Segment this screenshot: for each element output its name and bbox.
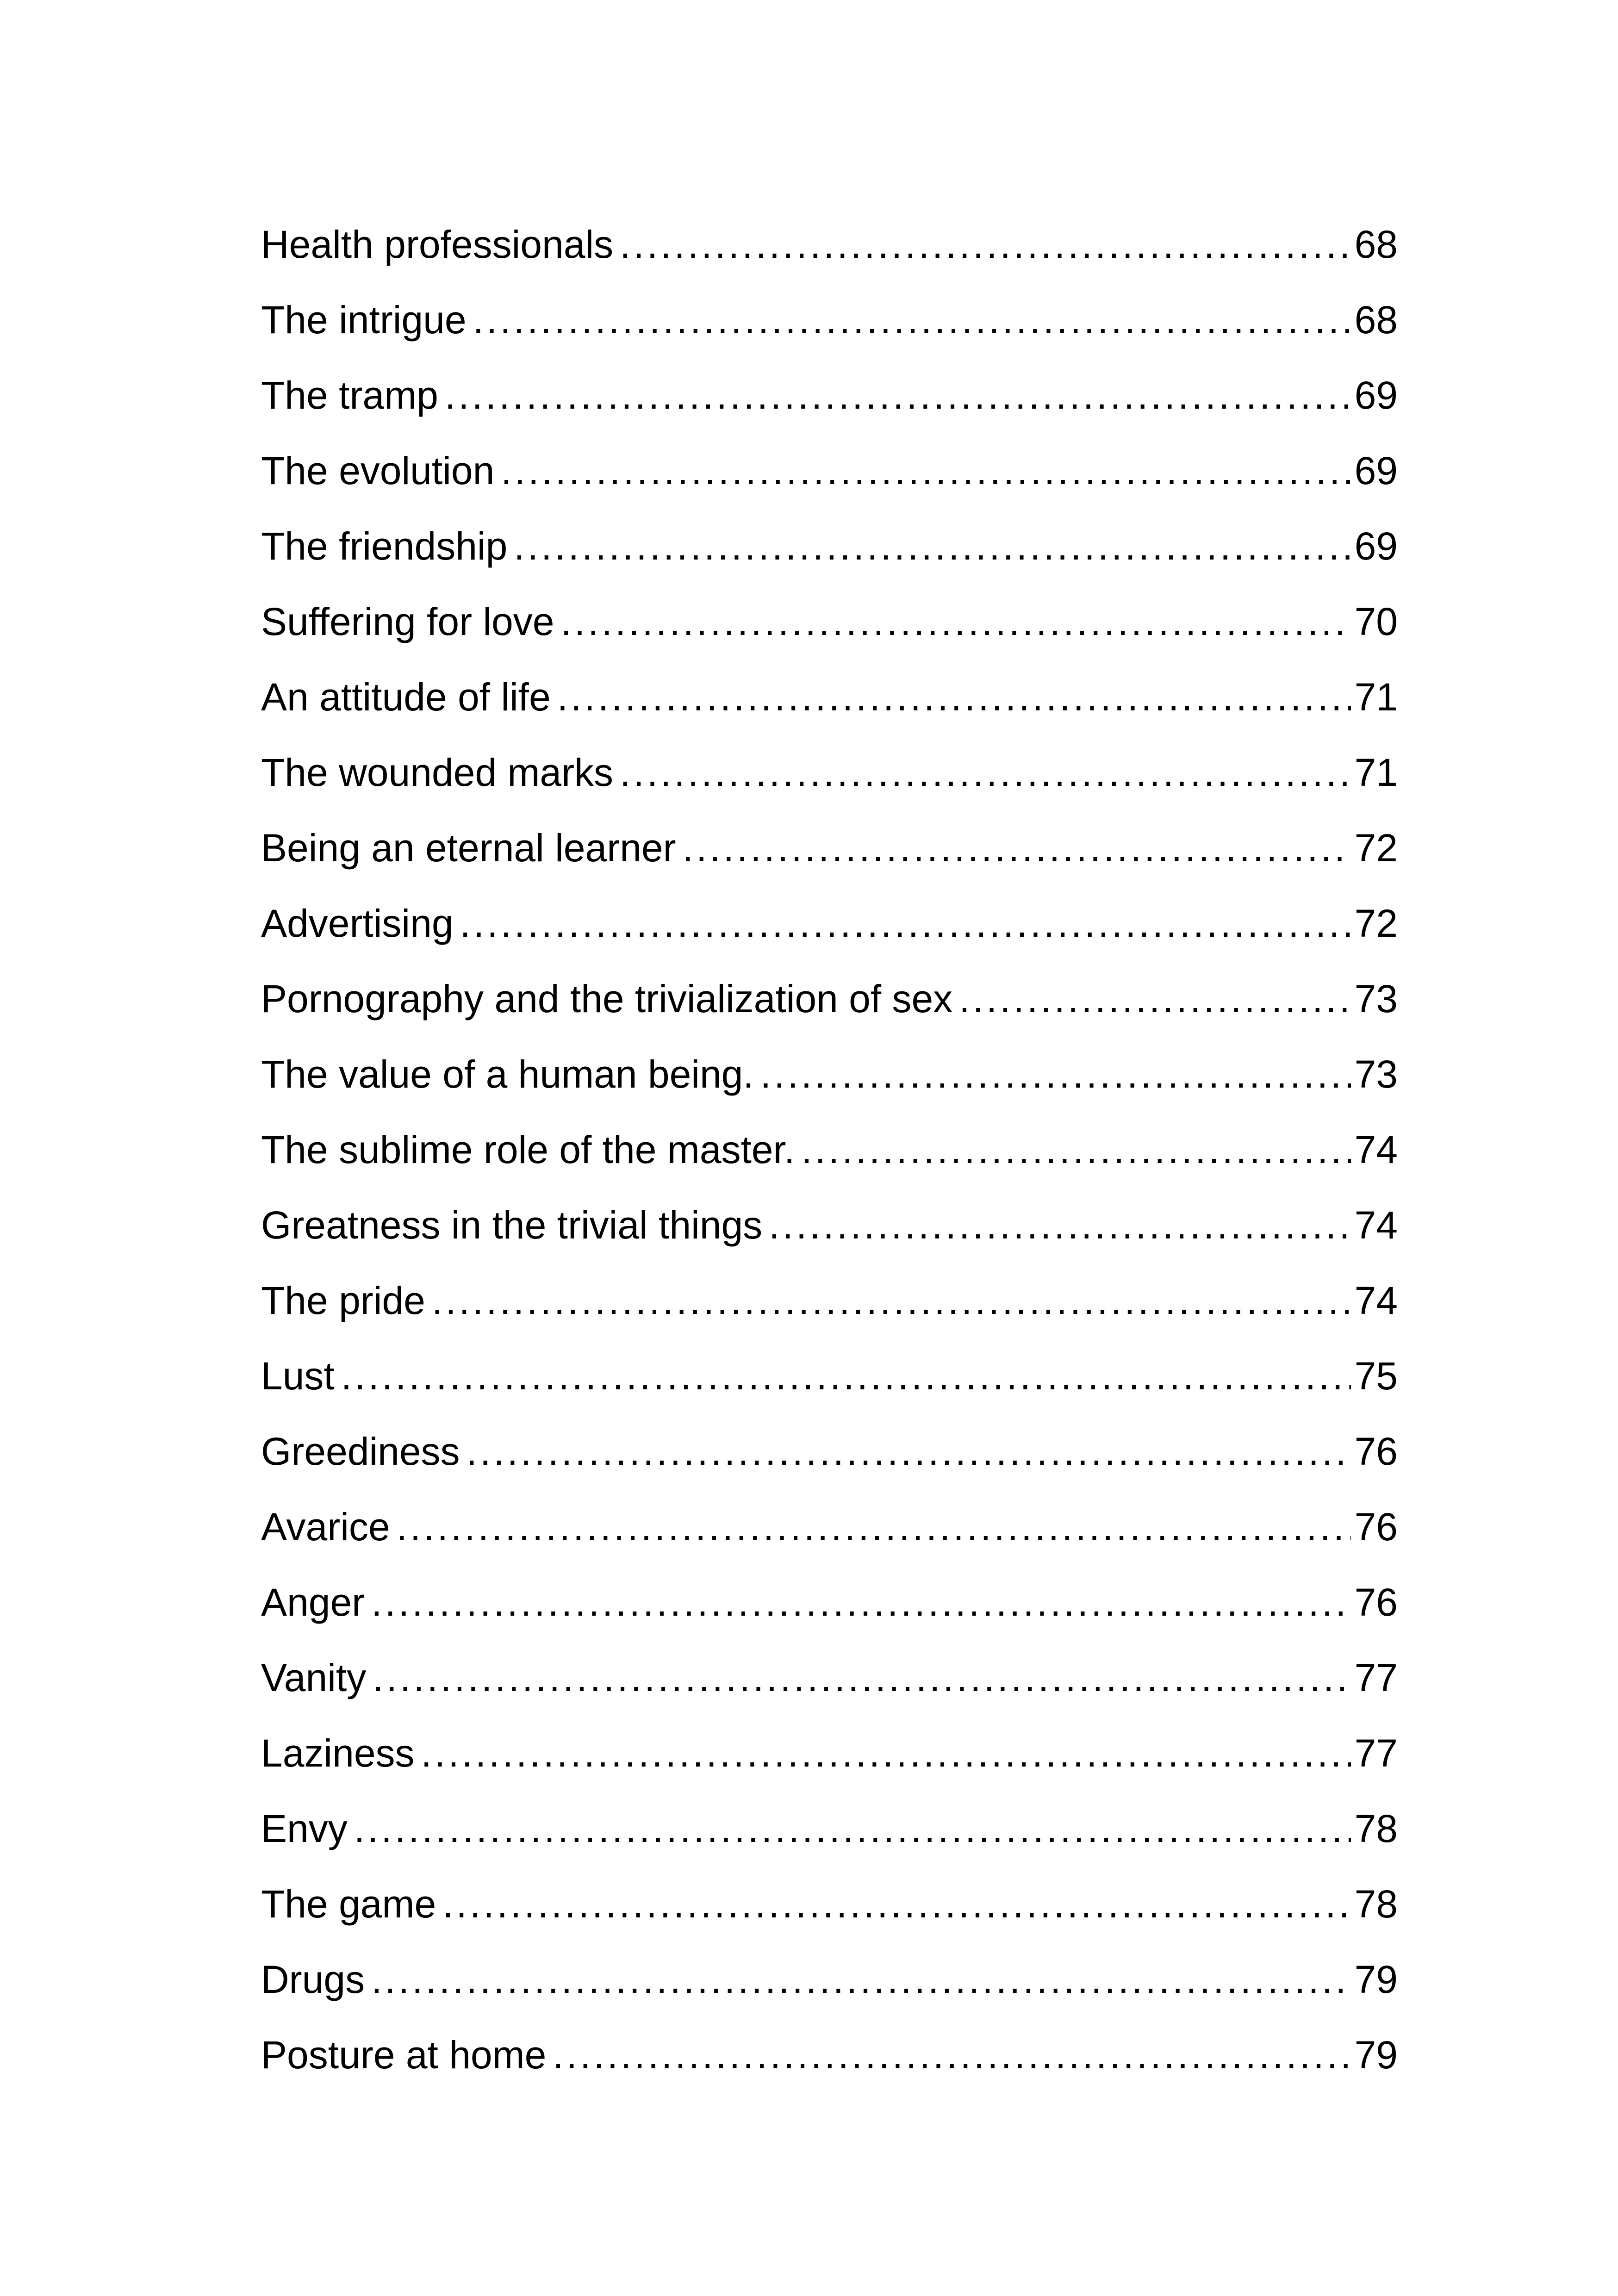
toc-entry-page: 74 (1354, 1279, 1398, 1322)
toc-entry[interactable] (261, 1948, 1398, 2023)
toc-entry-title: Health professionals (261, 223, 614, 266)
toc-dot-leader (769, 1194, 1350, 1257)
toc-dot-leader (501, 439, 1350, 502)
toc-entry[interactable] (261, 439, 1398, 515)
toc-entry[interactable] (261, 1043, 1398, 1118)
toc-entry-page: 71 (1354, 751, 1398, 794)
toc-entry[interactable] (261, 590, 1398, 666)
toc-entry-title: The pride (261, 1279, 425, 1322)
toc-entry[interactable] (261, 1344, 1398, 1420)
toc-entry[interactable] (261, 515, 1398, 590)
toc-dot-leader (620, 741, 1351, 804)
toc-entry-title: The intrigue (261, 298, 467, 342)
toc-entry-page: 77 (1354, 1656, 1398, 1699)
toc-entry-title: Vanity (261, 1656, 367, 1699)
toc-entry-page: 77 (1354, 1731, 1398, 1775)
toc-entry[interactable] (261, 1797, 1398, 1873)
toc-entry-title: The wounded marks (261, 751, 614, 794)
toc-entry[interactable] (261, 816, 1398, 892)
toc-dot-leader (473, 288, 1351, 351)
toc-entry-page: 76 (1354, 1430, 1398, 1473)
toc-entry-page: 72 (1354, 902, 1398, 945)
toc-entry-page: 72 (1354, 826, 1398, 870)
toc-entry-title: The value of a human being. (261, 1052, 754, 1096)
toc-dot-leader (354, 1797, 1351, 1860)
toc-entry-title: Lust (261, 1354, 335, 1398)
toc-dot-leader (801, 1118, 1350, 1181)
toc-entry-page: 69 (1354, 373, 1398, 417)
toc-entry[interactable] (261, 1420, 1398, 1495)
toc-entry[interactable] (261, 1495, 1398, 1571)
toc-dot-leader (445, 364, 1351, 427)
toc-entry-page: 78 (1354, 1882, 1398, 1926)
toc-entry-title: Posture at home (261, 2033, 547, 2077)
toc-entry[interactable] (261, 1269, 1398, 1344)
toc-dot-leader (561, 590, 1351, 653)
toc-entry-title: Advertising (261, 902, 454, 945)
toc-entry[interactable] (261, 741, 1398, 816)
toc-entry[interactable] (261, 666, 1398, 741)
toc-entry-title: Greediness (261, 1430, 460, 1473)
toc-dot-leader (460, 892, 1351, 955)
toc-entry-title: Greatness in the trivial things (261, 1203, 763, 1247)
toc-dot-leader (553, 2023, 1350, 2086)
toc-entry[interactable] (261, 2023, 1398, 2099)
toc-dot-leader (620, 213, 1350, 276)
toc-entry[interactable] (261, 1646, 1398, 1722)
toc-entry-title: Suffering for love (261, 600, 554, 643)
toc-dot-leader (467, 1420, 1351, 1483)
toc-entry-page: 75 (1354, 1354, 1398, 1398)
toc-entry-page: 76 (1354, 1505, 1398, 1549)
toc-entry-title: The game (261, 1882, 436, 1926)
toc-entry-page: 68 (1354, 223, 1398, 266)
toc-dot-leader (760, 1043, 1351, 1106)
toc-entry[interactable] (261, 1873, 1398, 1948)
toc-entry-title: Pornography and the trivialization of sex (261, 977, 953, 1020)
toc-entry-page: 78 (1354, 1807, 1398, 1850)
toc-entry-title: Avarice (261, 1505, 390, 1549)
toc-entry-page: 79 (1354, 1958, 1398, 2001)
toc-entry-page: 73 (1354, 977, 1398, 1020)
toc-entry-title: The tramp (261, 373, 438, 417)
toc-entry[interactable] (261, 1118, 1398, 1194)
toc-entry-page: 69 (1354, 449, 1398, 492)
toc-entry-page: 71 (1354, 675, 1398, 719)
toc-entry-title: Envy (261, 1807, 348, 1850)
toc-entry-title: An attitude of life (261, 675, 551, 719)
toc-entry-title: The sublime role of the master. (261, 1128, 795, 1171)
toc-entry[interactable] (261, 1571, 1398, 1646)
toc-dot-leader (371, 1948, 1350, 2011)
toc-dot-leader (442, 1873, 1350, 1935)
toc-entry-page: 73 (1354, 1052, 1398, 1096)
toc-dot-leader (514, 515, 1350, 578)
toc-entry[interactable] (261, 213, 1398, 288)
toc-dot-leader (421, 1722, 1351, 1785)
toc-dot-leader (373, 1646, 1350, 1709)
toc-entry-title: The evolution (261, 449, 495, 492)
toc-entry[interactable] (261, 967, 1398, 1043)
toc-entry[interactable] (261, 892, 1398, 967)
toc-dot-leader (341, 1344, 1351, 1407)
toc-entry[interactable] (261, 364, 1398, 439)
toc-dot-leader (397, 1495, 1351, 1558)
toc-dot-leader (371, 1571, 1350, 1634)
toc-dot-leader (432, 1269, 1351, 1332)
toc-entry-page: 79 (1354, 2033, 1398, 2077)
toc-entry[interactable] (261, 1194, 1398, 1269)
toc-entry-page: 76 (1354, 1580, 1398, 1624)
toc-entry-page: 70 (1354, 600, 1398, 643)
toc-dot-leader (557, 666, 1351, 728)
toc-entry-title: Being an eternal learner (261, 826, 676, 870)
toc-entry[interactable] (261, 1722, 1398, 1797)
toc-entry-title: Anger (261, 1580, 365, 1624)
table-of-contents (261, 213, 1398, 2099)
toc-entry-title: Drugs (261, 1958, 365, 2001)
toc-entry-page: 68 (1354, 298, 1398, 342)
toc-entry-page: 74 (1354, 1203, 1398, 1247)
toc-dot-leader (959, 967, 1350, 1030)
toc-dot-leader (683, 816, 1351, 879)
toc-entry-title: The friendship (261, 524, 508, 568)
toc-entry-page: 69 (1354, 524, 1398, 568)
toc-entry-title: Laziness (261, 1731, 415, 1775)
toc-entry[interactable] (261, 288, 1398, 364)
toc-entry-page: 74 (1354, 1128, 1398, 1171)
